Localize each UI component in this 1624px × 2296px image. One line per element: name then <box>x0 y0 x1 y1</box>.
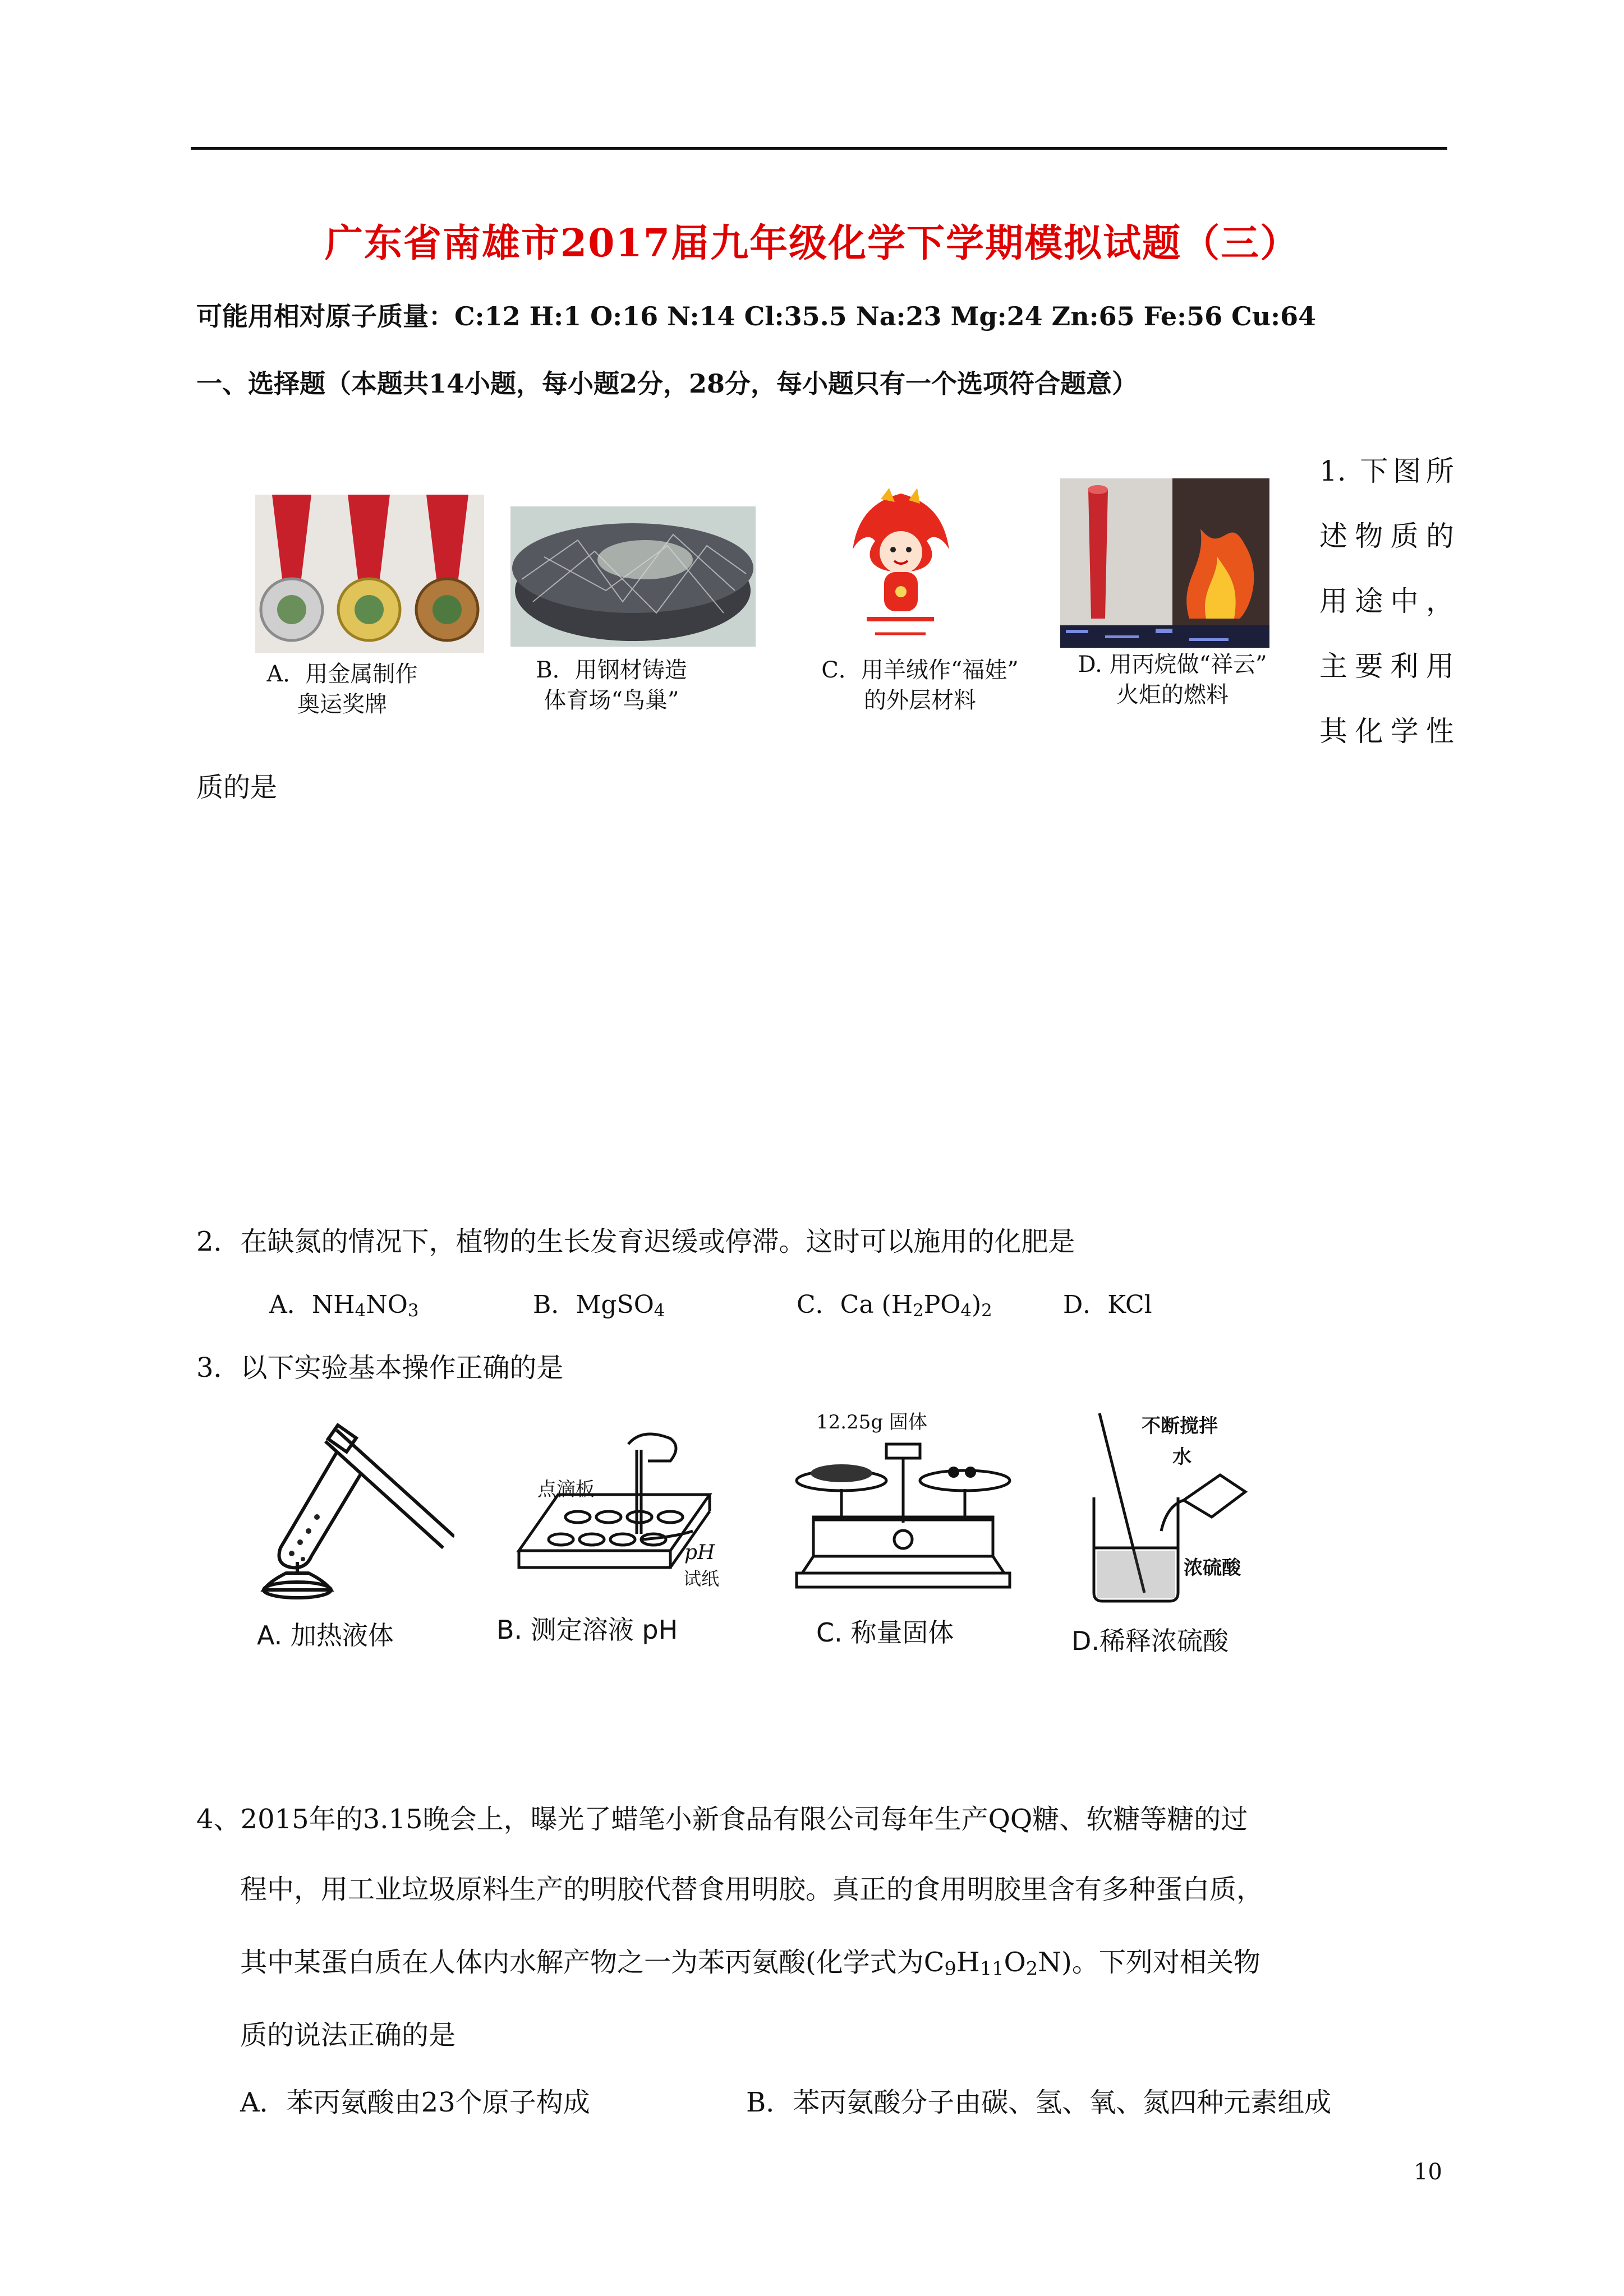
atomic-mass-line: 可能用相对原子质量：C:12 H:1 O:16 N:14 Cl:35.5 Na:23 Mg:24 Zn:65 Fe:56 Cu:64 <box>196 301 1317 331</box>
q1-option-b-line1: B．用钢材铸造 <box>536 657 687 683</box>
q1-side-line: 1. 下图所 <box>1319 455 1454 487</box>
q1-side-line: 其化学性 <box>1319 715 1454 748</box>
q2-option-d: D．KCl <box>1063 1290 1152 1319</box>
heating-liquid-diagram <box>247 1419 454 1604</box>
q1-option-c-line2: 的外层材料 <box>864 688 976 713</box>
acid-label: 浓硫酸 <box>1184 1557 1241 1579</box>
q1-option-a-line1: A．用金属制作 <box>266 661 418 687</box>
drop-plate-label: 点滴板 <box>537 1478 595 1501</box>
q3-caption-d: D.稀释浓硫酸 <box>1071 1626 1229 1656</box>
header-rule <box>191 147 1447 150</box>
water-label: 水 <box>1172 1446 1191 1468</box>
stir-label: 不断搅拌 <box>1142 1415 1218 1437</box>
q1-option-d <box>1055 649 1290 710</box>
q1-side-line: 用途中， <box>1319 585 1454 617</box>
q1-side-line: 述物质的 <box>1319 520 1454 552</box>
medals-image <box>255 495 484 653</box>
fuwa-mascot-image <box>841 488 960 645</box>
q3-caption-c: C. 称量固体 <box>816 1617 954 1648</box>
page-number: 10 <box>1414 2159 1442 2185</box>
q4-line1: 4、2015年的3.15晚会上，曝光了蜡笔小新食品有限公司每年生产QQ糖、软糖等糖的过 <box>196 1804 1248 1835</box>
page-title: 广东省南雄市2017届九年级化学下学期模拟试题（三） <box>324 221 1300 266</box>
mass-label: 12.25g 固体 <box>816 1411 927 1433</box>
ph-label: pH <box>684 1541 715 1564</box>
q2-stem: 2．在缺氮的情况下，植物的生长发育迟缓或停滞。这时可以施用的化肥是 <box>196 1226 1075 1257</box>
q1-option-b <box>505 655 718 716</box>
q2-option-c: C．Ca $(H_2PO_4)_2$ <box>797 1290 992 1321</box>
test-paper-label: 试纸 <box>683 1568 720 1589</box>
q4-line3: 其中某蛋白质在人体内水解产物之一为苯丙氨酸(化学式为C9H11O2N)。下列对相关物 <box>240 1947 1260 1980</box>
q1-option-c-line1: C．用羊绒作“福娃” <box>821 657 1019 683</box>
q1-option-a <box>247 659 438 720</box>
torch-flame-image <box>1060 478 1269 648</box>
q1-option-a-line2: 奥运奖牌 <box>297 691 387 717</box>
q2-option-a: A．$NH_4NO_3$ <box>269 1290 419 1321</box>
q3-stem: 3．以下实验基本操作正确的是 <box>196 1352 564 1384</box>
section-heading: 一、选择题（本题共14小题，每小题2分，28分，每小题只有一个选项符合题意） <box>196 368 1138 399</box>
birds-nest-image <box>510 506 756 647</box>
q4-option-a: A．苯丙氨酸由23个原子构成 <box>240 2087 590 2118</box>
q1-stem-side <box>1319 439 1454 764</box>
q1-option-d-line1: D. 用丙烷做“祥云” <box>1078 652 1267 677</box>
q1-side-line: 主要利用 <box>1319 650 1454 683</box>
q4-line4: 质的说法正确的是 <box>240 2020 456 2051</box>
balance-diagram <box>780 1427 1027 1607</box>
q1-stem-tail: 质的是 <box>196 772 278 803</box>
q1-option-d-line2: 火炬的燃料 <box>1116 682 1229 708</box>
q1-option-b-line2: 体育场“鸟巢” <box>544 688 679 713</box>
q1-option-c <box>797 655 1043 716</box>
q2-option-b: B．MgSO$_4$ <box>533 1290 665 1321</box>
q3-caption-b: B. 测定溶液 pH <box>496 1615 678 1645</box>
q4-line2: 程中，用工业垃圾原料生产的明胶代替食用明胶。真正的食用明胶里含有多种蛋白质， <box>240 1874 1264 1905</box>
q3-caption-a: A. 加热液体 <box>257 1620 394 1650</box>
q4-option-b: B．苯丙氨酸分子由碳、氢、氧、氮四种元素组成 <box>746 2087 1332 2118</box>
